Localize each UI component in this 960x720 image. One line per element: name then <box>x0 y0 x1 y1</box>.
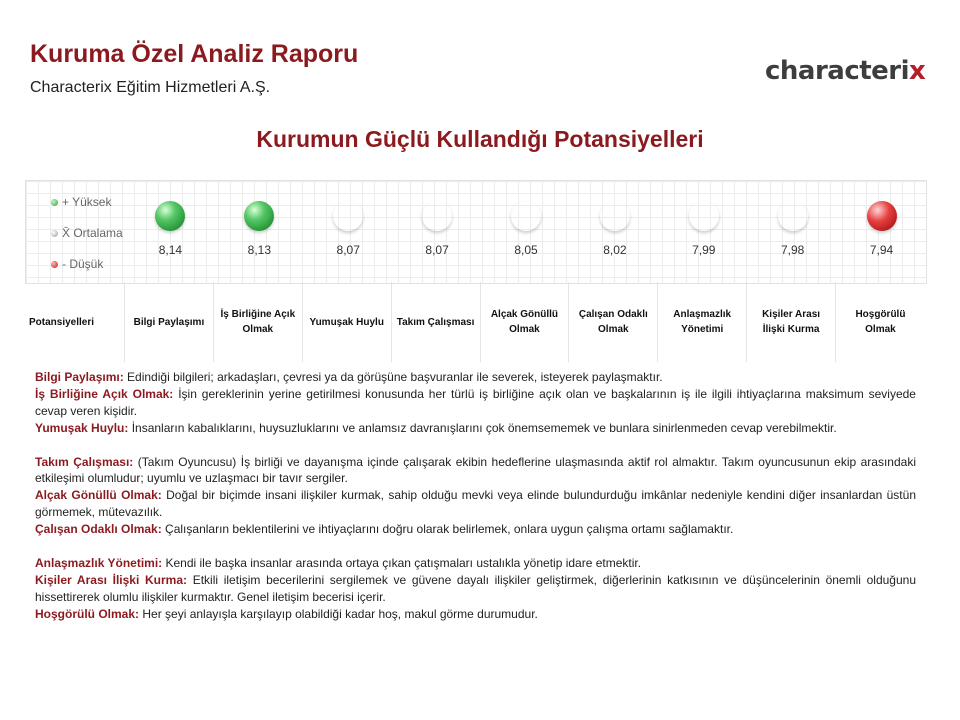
definition-item <box>35 369 916 386</box>
definitions <box>35 369 916 623</box>
potential-label: Çalışan Odaklı Olmak <box>569 282 658 362</box>
potential-label: Takım Çalışması <box>392 282 481 362</box>
potential-chart <box>25 180 927 284</box>
score-value: 8,07 <box>336 243 360 257</box>
legend-average <box>51 226 123 240</box>
score-value: 8,02 <box>603 243 627 257</box>
potential-label: Hoşgörülü Olmak <box>855 309 906 335</box>
score-value: 7,94 <box>869 243 894 257</box>
score-value: 7,99 <box>692 243 716 257</box>
legend-high-label: + Yüksek <box>62 195 112 209</box>
logo-accent: x <box>909 56 926 86</box>
definition-text: İnsanların kabalıklarını, huysuzluklarını ve anlamsız davranışlarını çok önemsememek ve bunlara sinirlenmeden cevap verebilmektir. <box>128 420 837 435</box>
green-dot-icon <box>51 199 58 206</box>
potential-label: Bilgi Paylaşımı <box>125 282 214 362</box>
report-subtitle: Characterix Eğitim Hizmetleri A.Ş. <box>30 79 271 96</box>
score-ball-average <box>333 201 363 231</box>
score-ball-average <box>600 201 630 231</box>
definition-term: Bilgi Paylaşımı: <box>35 370 124 384</box>
definition-text: İşin gereklerinin yerine getirilmesi konusunda her türlü iş birliğine açık olan ve başkalarının iş ile ilgili ihtiyaçlarına maksimum seviyede cevap veren kişidir. <box>35 386 916 418</box>
definition-text: Kendi ile başka insanlar arasında ortaya çıkan çatışmaları ustalıkla yönetip idare etmektir. <box>162 555 642 570</box>
definition-item <box>35 606 916 623</box>
definition-term: Çalışan Odaklı Olmak: <box>35 522 162 537</box>
definition-text: Her şeyi anlayışla karşılayıp olabildiği kadar hoş, makul görme durumudur. <box>139 606 538 621</box>
score-ball-average <box>689 201 719 231</box>
score-ball-high <box>155 201 185 231</box>
characterix-logo <box>765 56 925 86</box>
score-value: 8,07 <box>425 243 449 257</box>
score-ball-average <box>778 201 808 231</box>
definition-term: Hoşgörülü Olmak: <box>35 606 140 621</box>
definition-item <box>35 555 916 572</box>
potential-label: Alçak Gönüllü Olmak <box>481 282 570 362</box>
red-dot-icon <box>51 261 58 268</box>
legend-high <box>51 195 111 209</box>
definition-text: Edindiği bilgileri; arkadaşları, çevresi ya da görüşüne başvuranlar ile severek, isteyerek paylaşmaktır. <box>123 370 663 384</box>
definition-item <box>35 521 916 538</box>
definition-term: Anlaşmazlık Yönetimi: <box>35 555 163 570</box>
definition-term: Kişiler Arası İlişki Kurma: <box>35 572 188 587</box>
potential-labels-row <box>25 282 925 362</box>
spacer <box>35 437 916 454</box>
score-ball-low <box>867 201 897 231</box>
gray-dot-icon <box>51 230 58 237</box>
legend-low-label: - Düşük <box>62 257 104 271</box>
definition-term: Yumuşak Huylu: <box>35 420 129 435</box>
logo-text: characteri <box>765 56 910 86</box>
definition-item <box>35 572 916 606</box>
score-ball-high <box>244 201 274 231</box>
potential-label: Yumuşak Huylu <box>303 282 392 362</box>
legend-low <box>51 257 103 271</box>
potential-label: İş Birliğine Açık Olmak <box>214 282 303 362</box>
row-header: Potansiyelleri <box>25 282 125 362</box>
definition-term: İş Birliğine Açık Olmak: <box>35 386 174 401</box>
definition-text: Doğal bir biçimde insani ilişkiler kurmak, sahip olduğu mevki veya elinde bulundurduğu imkânlar nedeniyle kendini diğer insanlardan üstün görmemek, mütevazılık. <box>35 488 916 520</box>
definition-item <box>35 454 916 488</box>
legend-average-label: X̄ Ortalama <box>62 226 123 240</box>
score-value: 7,98 <box>780 243 805 257</box>
definition-term: Alçak Gönüllü Olmak: <box>35 488 162 503</box>
potential-label: Anlaşmazlık Yönetimi <box>658 282 747 362</box>
section-title: Kurumun Güçlü Kullandığı Potansiyelleri <box>256 126 704 152</box>
score-value: 8,14 <box>158 243 183 257</box>
score-ball-average <box>511 201 541 231</box>
spacer <box>35 538 916 555</box>
definition-item <box>35 487 916 521</box>
score-value: 8,13 <box>247 243 271 257</box>
definition-term: Takım Çalışması: <box>35 454 134 469</box>
definition-text: (Takım Oyuncusu) İş birliği ve dayanışma içinde çalışarak ekibin hedeflerine ulaşmasında aktif rol almaktır. Takım oyuncusunun ekip arasındaki etkileşimi olumludur; uyumlu ve uzlaşmacı bir tavır sergiler. <box>35 454 916 486</box>
definition-text: Çalışanların beklentilerini ve ihtiyaçlarını doğru olarak belirlemek, onlara uygun çalışma ortamı sağlamaktır. <box>161 522 734 537</box>
definition-item <box>35 420 916 437</box>
definition-text: Etkili iletişim becerilerini sergilemek ve güvene dayalı ilişkiler geliştirmek, diğerlerinin katkısının ve düşüncelerinin önemli olduğunu hissettirerek olumlu ilişkiler kurmaktır. Genel iletişim becerisi içerir. <box>35 572 916 604</box>
score-ball-average <box>422 201 452 231</box>
report-title: Kuruma Özel Analiz Raporu <box>30 40 359 68</box>
definition-item <box>35 386 916 420</box>
potential-label: Kişiler Arası İlişki Kurma <box>747 282 836 362</box>
score-value: 8,05 <box>514 243 538 257</box>
